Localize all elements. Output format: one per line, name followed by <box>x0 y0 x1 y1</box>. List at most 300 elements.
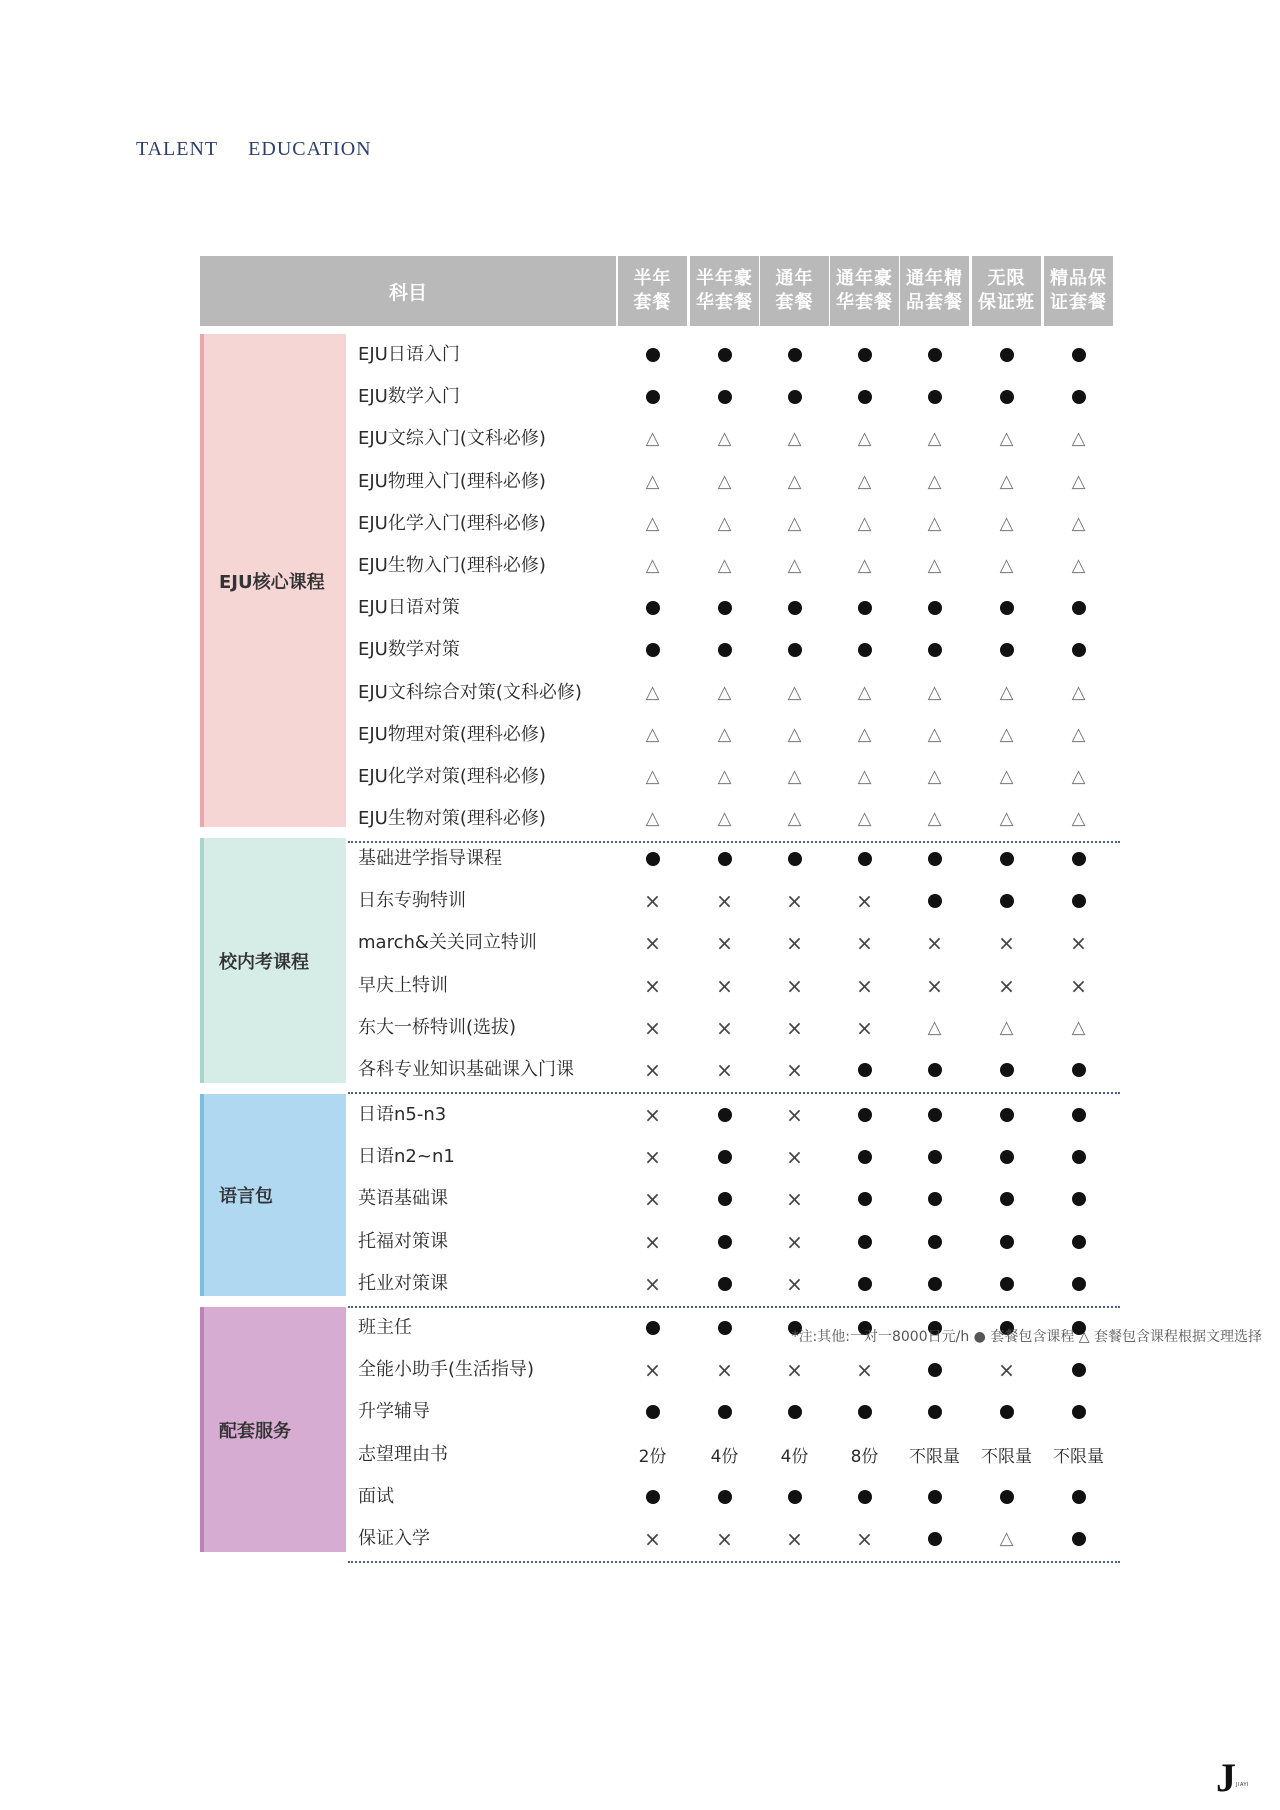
quota-text: 2份 <box>638 1447 667 1468</box>
package-cell <box>900 1049 969 1091</box>
package-cell <box>972 1178 1041 1220</box>
not-included-cross-icon: × <box>1070 973 1087 998</box>
package-cell <box>900 798 969 840</box>
not-included-cross-icon: × <box>716 1527 733 1551</box>
included-dot-icon <box>1072 1063 1086 1077</box>
package-cell <box>1044 503 1113 545</box>
included-dot-icon <box>788 601 802 615</box>
table-row <box>346 756 1120 798</box>
package-cell <box>618 1263 687 1305</box>
table-row <box>346 418 1120 460</box>
included-dot-icon <box>718 348 732 362</box>
included-dot-icon <box>928 348 942 362</box>
package-cell <box>972 798 1041 840</box>
package-cell <box>1044 838 1113 880</box>
package-cell <box>972 1136 1041 1178</box>
course-label: 托业对策课 <box>358 1272 448 1294</box>
optional-triangle-icon: △ <box>717 512 732 534</box>
package-cell <box>690 1049 759 1091</box>
course-label: 早庆上特训 <box>358 974 448 996</box>
package-cell <box>760 1178 829 1220</box>
included-dot-icon <box>1072 1532 1086 1546</box>
package-cell <box>972 756 1041 798</box>
package-cell <box>900 1518 969 1560</box>
package-cell <box>1044 880 1113 922</box>
not-included-cross-icon: × <box>856 1527 873 1551</box>
package-cell <box>690 880 759 922</box>
package-cell <box>618 1178 687 1220</box>
package-cell <box>690 376 759 418</box>
package-cell <box>972 1221 1041 1263</box>
quota-text: 不限量 <box>909 1447 960 1468</box>
category-label: 配套服务 <box>200 1307 346 1552</box>
package-cell <box>900 461 969 503</box>
included-dot-icon <box>928 643 942 657</box>
package-cell <box>760 798 829 840</box>
included-dot-icon <box>858 1277 872 1291</box>
package-cell <box>760 334 829 376</box>
included-dot-icon <box>928 1150 942 1164</box>
not-included-cross-icon: × <box>644 1058 661 1082</box>
package-cell <box>830 798 899 840</box>
package-cell <box>972 672 1041 714</box>
not-included-cross-icon: × <box>644 1145 661 1170</box>
package-cell <box>690 1007 759 1049</box>
optional-triangle-icon: △ <box>1071 428 1086 450</box>
package-cell <box>618 1518 687 1560</box>
optional-triangle-icon: △ <box>999 1528 1014 1549</box>
course-label: EJU数学入门 <box>358 386 460 408</box>
package-cell <box>830 838 899 880</box>
included-dot-icon <box>646 390 660 404</box>
package-cell <box>618 1307 687 1349</box>
package-cell <box>760 1476 829 1518</box>
package-cell <box>618 672 687 714</box>
package-cell <box>1044 922 1113 964</box>
course-label: 志望理由书 <box>358 1443 448 1465</box>
course-label: EJU化学入门(理科必修) <box>358 512 546 534</box>
package-cell <box>900 965 969 1007</box>
package-cell <box>690 629 759 671</box>
included-dot-icon <box>928 1490 942 1504</box>
package-header-3: 通年 套餐 <box>760 256 829 326</box>
package-cell <box>972 587 1041 629</box>
included-dot-icon <box>788 348 802 362</box>
included-dot-icon <box>1072 1150 1086 1164</box>
package-cell <box>618 629 687 671</box>
table-row <box>346 1263 1120 1305</box>
included-dot-icon <box>1000 852 1014 866</box>
package-cell <box>900 1178 969 1220</box>
package-cell <box>618 965 687 1007</box>
table-row <box>346 1049 1120 1091</box>
not-included-cross-icon: × <box>786 1145 803 1170</box>
included-dot-icon <box>928 852 942 866</box>
package-cell <box>900 376 969 418</box>
included-dot-icon <box>646 1321 660 1335</box>
included-dot-icon <box>646 643 660 657</box>
logo-mark: J <box>1216 1755 1236 1800</box>
optional-triangle-icon: △ <box>645 428 660 450</box>
included-dot-icon <box>858 1108 872 1122</box>
optional-triangle-icon: △ <box>1071 808 1086 830</box>
included-dot-icon <box>1000 1277 1014 1291</box>
course-label: 日语n5-n3 <box>358 1104 447 1125</box>
included-dot-icon <box>1072 1108 1086 1122</box>
included-dot-icon <box>718 390 732 404</box>
optional-triangle-icon: △ <box>645 681 660 703</box>
package-cell <box>830 1391 899 1433</box>
package-cell <box>618 334 687 376</box>
package-cell <box>760 1349 829 1391</box>
included-dot-icon <box>718 852 732 866</box>
package-cell <box>1044 461 1113 503</box>
course-label: EJU生物入门(理科必修) <box>358 555 546 576</box>
not-included-cross-icon: × <box>786 1187 803 1212</box>
included-dot-icon <box>788 1405 802 1419</box>
included-dot-icon <box>718 1108 732 1122</box>
included-dot-icon <box>858 1490 872 1504</box>
package-cell <box>972 461 1041 503</box>
included-dot-icon <box>928 1532 942 1546</box>
not-included-cross-icon: × <box>644 1103 661 1127</box>
course-label: EJU物理入门(理科必修) <box>358 470 546 492</box>
package-cell <box>690 1307 759 1349</box>
optional-triangle-icon: △ <box>857 808 872 830</box>
package-cell <box>618 418 687 460</box>
course-label: 英语基础课 <box>358 1188 448 1210</box>
included-dot-icon <box>928 1405 942 1419</box>
course-label: EJU化学对策(理科必修) <box>358 766 546 787</box>
table-row <box>346 1178 1120 1220</box>
included-dot-icon <box>928 1277 942 1291</box>
not-included-cross-icon: × <box>1070 931 1087 956</box>
not-included-cross-icon: × <box>716 973 733 998</box>
included-dot-icon <box>646 348 660 362</box>
not-included-cross-icon: × <box>856 973 873 998</box>
course-label: EJU文科综合对策(文科必修) <box>358 681 582 703</box>
included-dot-icon <box>788 1490 802 1504</box>
table-row <box>346 1349 1120 1391</box>
course-label: EJU日语入门 <box>358 344 460 365</box>
package-cell <box>760 1434 829 1476</box>
package-cell <box>690 1178 759 1220</box>
included-dot-icon <box>1072 1490 1086 1504</box>
package-cell <box>618 838 687 880</box>
course-label: EJU生物对策(理科必修) <box>358 808 546 830</box>
package-cell <box>830 1349 899 1391</box>
package-cell <box>900 1136 969 1178</box>
package-cell <box>830 1178 899 1220</box>
included-dot-icon <box>788 643 802 657</box>
included-dot-icon <box>646 1490 660 1504</box>
table-row <box>346 672 1120 714</box>
course-label: 全能小助手(生活指导) <box>358 1359 535 1381</box>
optional-triangle-icon: △ <box>1071 1016 1086 1038</box>
included-dot-icon <box>1072 894 1086 908</box>
optional-triangle-icon: △ <box>787 681 802 703</box>
not-included-cross-icon: × <box>786 1229 803 1254</box>
package-cell <box>760 1049 829 1091</box>
package-cell <box>830 965 899 1007</box>
package-cell <box>690 1476 759 1518</box>
included-dot-icon <box>858 1192 872 1206</box>
package-cell <box>830 1518 899 1560</box>
package-cell <box>1044 1263 1113 1305</box>
included-dot-icon <box>1072 1405 1086 1419</box>
package-cell <box>1044 334 1113 376</box>
included-dot-icon <box>858 390 872 404</box>
not-included-cross-icon: × <box>786 1058 803 1082</box>
included-dot-icon <box>718 1192 732 1206</box>
course-label: EJU日语对策 <box>358 597 460 619</box>
not-included-cross-icon: × <box>644 931 661 956</box>
table-row <box>346 1094 1120 1136</box>
included-dot-icon <box>928 1192 942 1206</box>
package-cell <box>760 714 829 756</box>
optional-triangle-icon: △ <box>927 1016 942 1038</box>
package-cell <box>900 1434 969 1476</box>
not-included-cross-icon: × <box>644 1358 661 1383</box>
optional-triangle-icon: △ <box>787 723 802 745</box>
package-cell <box>1044 629 1113 671</box>
package-cell <box>618 376 687 418</box>
package-cell <box>690 461 759 503</box>
included-dot-icon <box>646 1405 660 1419</box>
package-cell <box>900 880 969 922</box>
included-dot-icon <box>718 1321 732 1335</box>
package-cell <box>690 672 759 714</box>
package-cell <box>900 714 969 756</box>
table-row <box>346 922 1120 964</box>
package-cell <box>900 672 969 714</box>
optional-triangle-icon: △ <box>999 681 1014 703</box>
package-cell <box>760 587 829 629</box>
package-cell <box>972 545 1041 587</box>
package-cell <box>690 714 759 756</box>
package-cell <box>830 418 899 460</box>
not-included-cross-icon: × <box>644 1015 661 1040</box>
table-row <box>346 1391 1120 1433</box>
not-included-cross-icon: × <box>856 1015 873 1040</box>
course-label: 日语n2~n1 <box>358 1146 455 1168</box>
optional-triangle-icon: △ <box>857 470 872 492</box>
optional-triangle-icon: △ <box>857 681 872 703</box>
package-cell <box>760 376 829 418</box>
quota-text: 不限量 <box>981 1447 1032 1468</box>
not-included-cross-icon: × <box>786 931 803 956</box>
optional-triangle-icon: △ <box>999 512 1014 534</box>
package-cell <box>830 1094 899 1136</box>
package-cell <box>690 1136 759 1178</box>
category-label: EJU核心课程 <box>200 334 346 827</box>
optional-triangle-icon: △ <box>927 808 942 830</box>
package-cell <box>830 1049 899 1091</box>
table-row <box>346 1136 1120 1178</box>
optional-triangle-icon: △ <box>1071 512 1086 534</box>
package-cell <box>830 503 899 545</box>
package-cell <box>900 756 969 798</box>
package-cell <box>760 1007 829 1049</box>
table-row <box>346 880 1120 922</box>
not-included-cross-icon: × <box>786 1527 803 1551</box>
not-included-cross-icon: × <box>716 1358 733 1383</box>
package-header-5: 通年精 品套餐 <box>900 256 969 326</box>
optional-triangle-icon: △ <box>1071 766 1086 787</box>
optional-triangle-icon: △ <box>717 808 732 830</box>
package-cell <box>1044 756 1113 798</box>
optional-triangle-icon: △ <box>787 808 802 830</box>
table-row <box>346 503 1120 545</box>
included-dot-icon <box>718 1235 732 1249</box>
optional-triangle-icon: △ <box>717 723 732 745</box>
package-cell <box>760 1221 829 1263</box>
package-cell <box>690 503 759 545</box>
package-cell <box>830 629 899 671</box>
package-cell <box>618 1007 687 1049</box>
package-cell <box>972 1049 1041 1091</box>
included-dot-icon <box>858 852 872 866</box>
included-dot-icon <box>646 852 660 866</box>
not-included-cross-icon: × <box>856 889 873 914</box>
included-dot-icon <box>1072 1235 1086 1249</box>
optional-triangle-icon: △ <box>999 428 1014 450</box>
optional-triangle-icon: △ <box>1071 555 1086 576</box>
package-cell <box>900 922 969 964</box>
package-cell <box>1044 1434 1113 1476</box>
optional-triangle-icon: △ <box>787 512 802 534</box>
optional-triangle-icon: △ <box>787 555 802 576</box>
package-cell <box>760 1094 829 1136</box>
optional-triangle-icon: △ <box>857 766 872 787</box>
package-cell <box>900 418 969 460</box>
package-cell <box>972 1349 1041 1391</box>
included-dot-icon <box>1000 1405 1014 1419</box>
package-cell <box>1044 965 1113 1007</box>
optional-triangle-icon: △ <box>717 555 732 576</box>
not-included-cross-icon: × <box>644 1271 661 1296</box>
quota-text: 8份 <box>850 1447 879 1468</box>
included-dot-icon <box>858 1150 872 1164</box>
category-label: 校内考课程 <box>200 838 346 1083</box>
not-included-cross-icon: × <box>786 973 803 998</box>
not-included-cross-icon: × <box>786 1358 803 1383</box>
course-label: EJU数学对策 <box>358 639 460 661</box>
package-cell <box>690 418 759 460</box>
table-row <box>346 376 1120 418</box>
package-cell <box>830 922 899 964</box>
included-dot-icon <box>1000 643 1014 657</box>
package-cell <box>760 629 829 671</box>
package-cell <box>618 1476 687 1518</box>
table-row <box>346 1518 1120 1560</box>
not-included-cross-icon: × <box>856 931 873 956</box>
not-included-cross-icon: × <box>786 889 803 914</box>
package-header-4: 通年豪 华套餐 <box>830 256 899 326</box>
included-dot-icon <box>858 1063 872 1077</box>
package-cell <box>690 1518 759 1560</box>
quota-text: 4份 <box>710 1447 739 1468</box>
package-cell <box>690 1094 759 1136</box>
table-row <box>346 1434 1120 1476</box>
package-cell <box>760 1136 829 1178</box>
package-cell <box>830 714 899 756</box>
included-dot-icon <box>928 1235 942 1249</box>
table-row <box>346 629 1120 671</box>
package-cell <box>830 1136 899 1178</box>
package-cell <box>830 461 899 503</box>
not-included-cross-icon: × <box>644 889 661 914</box>
package-cell <box>972 714 1041 756</box>
package-cell <box>1044 545 1113 587</box>
package-cell <box>1044 1049 1113 1091</box>
optional-triangle-icon: △ <box>857 512 872 534</box>
table-row <box>346 334 1120 376</box>
course-label: 保证入学 <box>358 1528 430 1549</box>
included-dot-icon <box>928 1108 942 1122</box>
included-dot-icon <box>1072 1363 1086 1377</box>
included-dot-icon <box>1000 601 1014 615</box>
package-cell <box>972 880 1041 922</box>
optional-triangle-icon: △ <box>717 766 732 787</box>
included-dot-icon <box>1000 390 1014 404</box>
package-cell <box>900 1391 969 1433</box>
included-dot-icon <box>718 1490 732 1504</box>
package-cell <box>900 334 969 376</box>
package-cell <box>900 1349 969 1391</box>
quota-text: 4份 <box>780 1447 809 1468</box>
package-cell <box>760 1518 829 1560</box>
package-cell <box>760 922 829 964</box>
package-cell <box>618 798 687 840</box>
table-row <box>346 587 1120 629</box>
logo-subtext: JIAYI <box>1236 1782 1250 1788</box>
included-dot-icon <box>1000 1192 1014 1206</box>
course-label: EJU文综入门(文科必修) <box>358 428 546 450</box>
package-cell <box>618 503 687 545</box>
package-cell <box>1044 798 1113 840</box>
package-header-1: 半年 套餐 <box>618 256 687 326</box>
included-dot-icon <box>858 348 872 362</box>
course-label: 班主任 <box>358 1317 412 1338</box>
package-cell <box>972 503 1041 545</box>
included-dot-icon <box>718 1277 732 1291</box>
package-cell <box>1044 1178 1113 1220</box>
not-included-cross-icon: × <box>856 1358 873 1383</box>
course-label: march&关关同立特训 <box>358 932 537 954</box>
included-dot-icon <box>858 601 872 615</box>
table-row <box>346 798 1120 840</box>
package-cell <box>900 503 969 545</box>
optional-triangle-icon: △ <box>927 723 942 745</box>
optional-triangle-icon: △ <box>999 723 1014 745</box>
package-cell <box>760 838 829 880</box>
optional-triangle-icon: △ <box>645 723 660 745</box>
package-cell <box>618 1434 687 1476</box>
package-cell <box>1044 1094 1113 1136</box>
package-cell <box>972 629 1041 671</box>
package-cell <box>690 334 759 376</box>
not-included-cross-icon: × <box>998 973 1015 998</box>
package-cell <box>830 334 899 376</box>
not-included-cross-icon: × <box>786 1103 803 1127</box>
package-cell <box>618 1049 687 1091</box>
package-cell <box>1044 587 1113 629</box>
included-dot-icon <box>1072 852 1086 866</box>
optional-triangle-icon: △ <box>645 470 660 492</box>
package-cell <box>830 672 899 714</box>
not-included-cross-icon: × <box>998 1358 1015 1383</box>
